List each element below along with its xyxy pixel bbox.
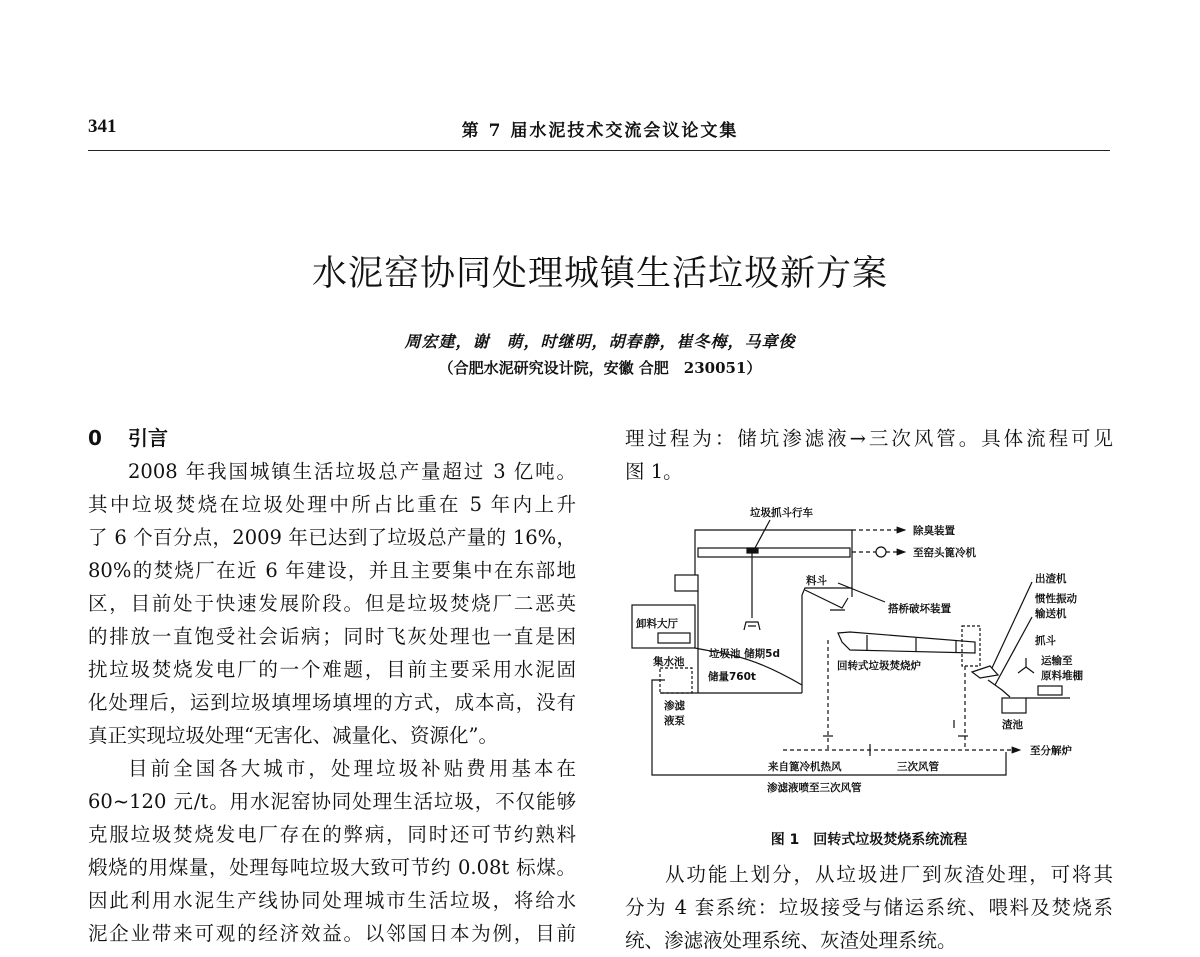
paragraph-line: 因此利用水泥生产线协同处理城市生活垃圾，将给水 (88, 889, 576, 912)
paragraph-line: 80%的焚烧厂在近 6 年建设，并且主要集中在东部地 (88, 559, 576, 582)
bridge-breaker-leader (838, 583, 885, 602)
paragraph-line: 化处理后，运到垃圾填埋场填埋的方式，成本高，没有 (88, 691, 576, 714)
loader-icon (1038, 686, 1062, 695)
paragraph-line: 2008 年我国城镇生活垃圾总产量超过 3 亿吨。 (128, 460, 576, 483)
figure-caption: 图 1 回转式垃圾焚烧系统流程 (770, 832, 968, 848)
header-rule (88, 150, 1110, 151)
label-hot-air: 来自篦冷机热风 (768, 761, 842, 773)
label-storage: 储量760t (708, 671, 756, 683)
paragraph-line: 泥企业带来可观的经济效益。以邻国日本为例，目前 (88, 922, 576, 945)
label-to-calciner: 至分解炉 (1030, 745, 1072, 757)
section-title: 引言 (128, 426, 168, 450)
right-column-top (625, 422, 1113, 488)
label-spray: 渗滤液喷至三次风管 (767, 782, 862, 794)
label-tertiary-duct: 三次风管 (897, 761, 939, 773)
paragraph-line: 真正实现垃圾处理“无害化、减量化、资源化”。 (88, 724, 498, 747)
paragraph-line: 扰垃圾焚烧发电厂的一个难题，目前主要采用水泥固 (88, 658, 576, 681)
crane-leader (755, 520, 770, 548)
label-bridge-breaker: 搭桥破坏装置 (888, 603, 951, 615)
label-slag-machine: 出渣机 (1035, 573, 1067, 585)
label-conveyor: 惯性振动 (1035, 593, 1077, 605)
label-crane: 垃圾抓斗行车 (750, 507, 813, 519)
crane-rail (698, 548, 850, 557)
building-frame (695, 530, 852, 588)
label-slag-pit: 渣池 (1002, 719, 1023, 731)
incineration-flow-diagram (620, 490, 1120, 820)
slag-extractor (972, 666, 998, 678)
label-pump: 渗滤 (664, 700, 685, 712)
paragraph-line: 60~120 元/t。用水泥窑协同处理生活垃圾，不仅能够 (88, 790, 576, 813)
label-unload-hall: 卸料大厅 (636, 618, 678, 630)
feed-hopper (805, 590, 848, 610)
section-heading (88, 422, 576, 455)
label-transport: 运输至 (1041, 655, 1073, 667)
grab-bucket-icon (744, 622, 760, 630)
control-room (675, 575, 698, 591)
paragraph-line: 区，目前处于快速发展阶段。但是垃圾焚烧厂二恶英 (88, 592, 576, 615)
left-column (88, 422, 576, 950)
rotary-kiln (838, 632, 975, 653)
slag-pit-box (1002, 698, 1026, 713)
fan-icon (876, 547, 886, 557)
right-column-bottom (625, 858, 1113, 957)
authors: 周宏建，谢 萌，时继明，胡春静，崔冬梅，马章俊 (404, 332, 796, 351)
label-deodor: 除臭装置 (913, 525, 955, 537)
truck-icon (658, 633, 690, 643)
running-title: 第 7 届水泥技术交流会议论文集 (461, 121, 739, 141)
paragraph-line: 的排放一直饱受社会诟病；同时飞灰处理也一直是困 (88, 625, 576, 648)
paragraph-line: 分为 4 套系统：垃圾接受与储运系统、喂料及焚烧系 (625, 896, 1113, 919)
paragraph-line: 从功能上划分，从垃圾进厂到灰渣处理，可将其 (665, 863, 1113, 886)
label-grab: 抓斗 (1035, 635, 1056, 647)
label-pump: 液泵 (664, 715, 685, 727)
grab-icon (1018, 667, 1034, 673)
label-hopper: 料斗 (806, 575, 827, 587)
label-sump: 集水池 (653, 656, 685, 668)
paragraph-line: 克服垃圾焚烧发电厂存在的弊病，同时还可节约熟料 (88, 823, 576, 846)
label-kiln: 回转式垃圾焚烧炉 (837, 660, 921, 672)
paragraph-line: 图 1。 (625, 460, 683, 483)
paragraph-line: 统、渗滤液处理系统、灰渣处理系统。 (625, 929, 957, 952)
label-conveyor: 输送机 (1035, 608, 1067, 620)
label-to-cooler: 至窑头篦冷机 (913, 547, 976, 559)
section-number: 0 (88, 426, 102, 450)
paragraph-line: 目前全国各大城市，处理垃圾补贴费用基本在 (128, 757, 576, 780)
paragraph-line: 了 6 个百分点，2009 年已达到了垃圾总产量的 16%， (88, 526, 576, 549)
affiliation: （合肥水泥研究设计院，安徽 合肥 230051） (438, 359, 762, 377)
paper-title: 水泥窑协同处理城镇生活垃圾新方案 (311, 254, 888, 294)
label-pit: 垃圾池 储期5d (709, 648, 780, 660)
paragraph-line: 理过程为：储坑渗滤液→三次风管。具体流程可见 (625, 427, 1113, 450)
kiln-hood (962, 626, 980, 666)
label-transport: 原料堆棚 (1041, 670, 1083, 682)
paragraph-line: 其中垃圾焚烧在垃圾处理中所占比重在 5 年内上升 (88, 493, 576, 516)
crane-trolley (747, 548, 758, 553)
paragraph-line: 煅烧的用煤量，处理每吨垃圾大致可节约 0.08t 标煤。 (88, 856, 576, 879)
page-number: 341 (88, 116, 117, 137)
